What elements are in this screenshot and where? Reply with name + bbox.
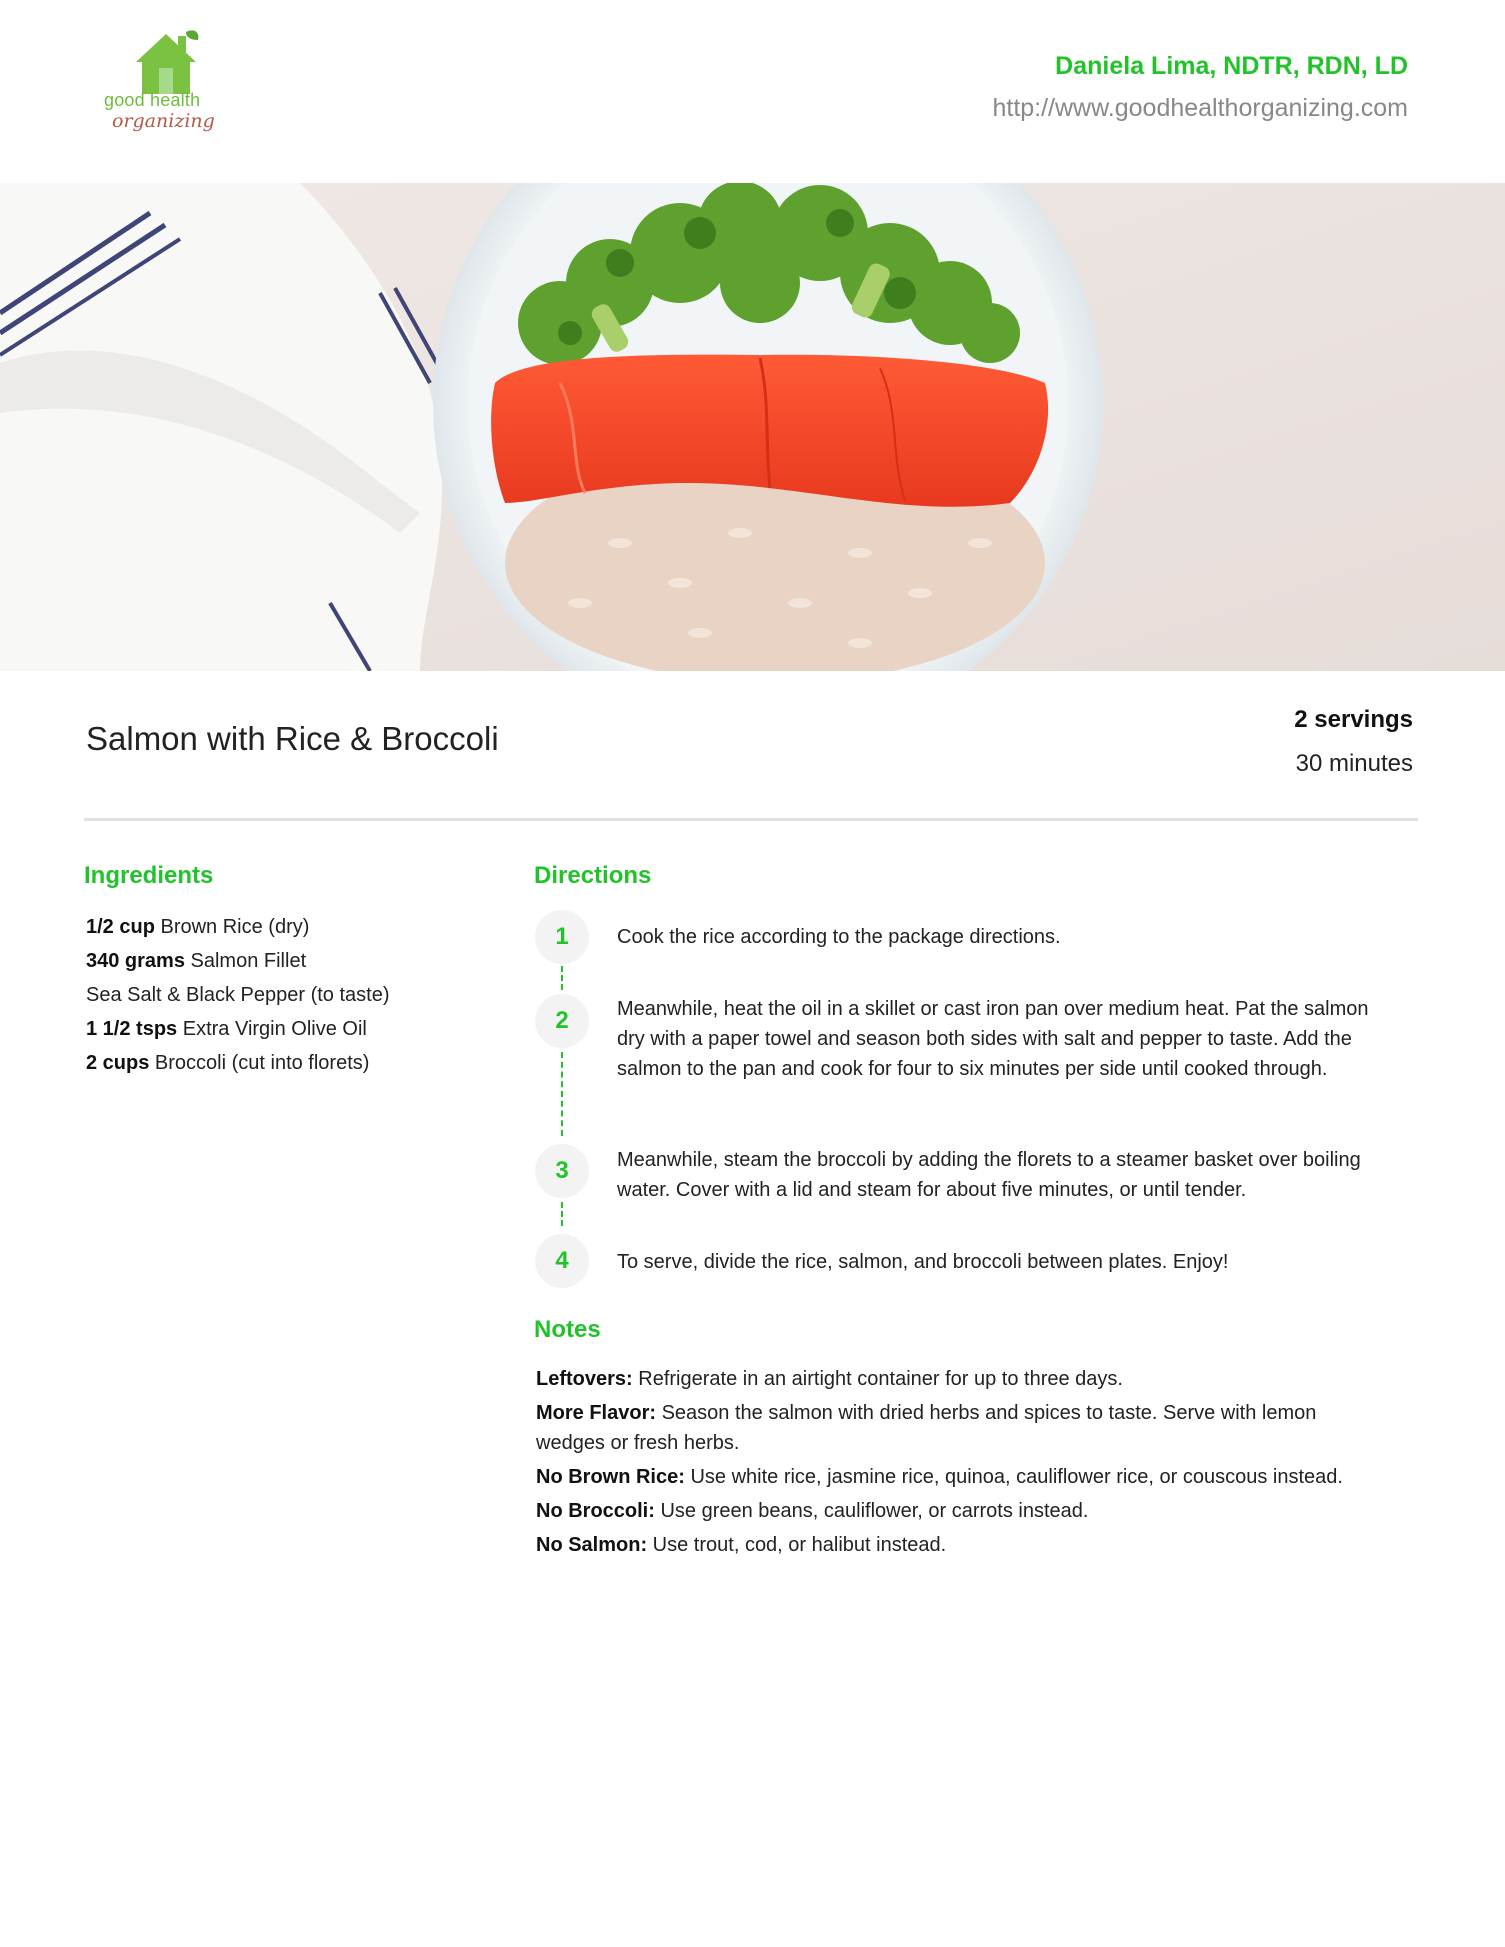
step-number: 1	[535, 910, 589, 964]
step-text: To serve, divide the rice, salmon, and broccoli between plates. Enjoy!	[617, 1251, 1229, 1273]
note-item	[536, 1398, 1386, 1458]
note-text: Use green beans, cauliflower, or carrots instead.	[654, 1500, 1089, 1522]
ingredient-name: Broccoli (cut into florets)	[149, 1052, 370, 1074]
ingredient-qty: 340 grams	[86, 950, 185, 972]
step-number: 2	[535, 994, 589, 1048]
note-item	[536, 1462, 1386, 1492]
step-text: Meanwhile, steam the broccoli by adding the florets to a steamer basket over boiling water. Cover with a lid and steam for about five minutes, or until tender.	[617, 1149, 1361, 1201]
ingredient-name: Brown Rice (dry)	[154, 916, 310, 938]
recipe-time: 30 minutes	[1295, 750, 1413, 777]
ingredient-name: Salmon Fillet	[184, 950, 307, 972]
ingredient-name: Extra Virgin Olive Oil	[177, 1018, 367, 1040]
note-item	[536, 1496, 1386, 1526]
recipe-servings: 2 servings	[1294, 706, 1413, 733]
logo-text-organizing: organizing	[112, 110, 215, 132]
note-item	[536, 1530, 1386, 1560]
divider	[84, 818, 1418, 821]
ingredient-item	[86, 1012, 506, 1046]
note-text: Season the salmon with dried herbs and spices to taste. Serve with lemon wedges or fresh herbs.	[536, 1402, 1317, 1454]
ingredient-qty: 1/2 cup	[86, 916, 155, 938]
logo-text-good-health: good health	[104, 90, 201, 110]
hero-photo	[0, 183, 1505, 671]
ingredient-item	[86, 1046, 506, 1080]
note-label: Leftovers:	[536, 1368, 633, 1390]
step-text: Meanwhile, heat the oil in a skillet or cast iron pan over medium heat. Pat the salmon dry with a paper towel and season both sides with salt and pepper to taste. Add the salmon to the pan and cook for four to six minutes per side until cooked through.	[617, 998, 1369, 1080]
step-connector	[561, 1052, 563, 1136]
step-number: 4	[535, 1234, 589, 1288]
step-text: Cook the rice according to the package directions.	[617, 926, 1061, 948]
ingredient-qty: 2 cups	[86, 1052, 150, 1074]
note-text: Refrigerate in an airtight container for up to three days.	[632, 1368, 1123, 1390]
notes-list	[536, 1364, 1386, 1564]
note-text: Use white rice, jasmine rice, quinoa, cauliflower rice, or couscous instead.	[684, 1466, 1343, 1488]
brand-logo	[90, 28, 230, 148]
note-label: No Broccoli:	[536, 1500, 655, 1522]
step-connector	[561, 966, 563, 990]
note-label: No Salmon:	[536, 1534, 648, 1556]
note-label: More Flavor:	[536, 1402, 657, 1424]
ingredient-item	[86, 944, 506, 978]
house-leaf-icon	[126, 28, 206, 98]
ingredient-name: Sea Salt & Black Pepper (to taste)	[86, 984, 390, 1006]
ingredient-item	[86, 910, 506, 944]
step-connector	[561, 1202, 563, 1226]
note-label: No Brown Rice:	[536, 1466, 685, 1488]
step-number: 3	[535, 1144, 589, 1198]
ingredients-heading: Ingredients	[84, 862, 214, 889]
website-link[interactable]: http://www.goodhealthorganizing.com	[992, 94, 1408, 122]
note-item	[536, 1364, 1386, 1394]
note-text: Use trout, cod, or halibut instead.	[647, 1534, 947, 1556]
directions-heading: Directions	[534, 862, 652, 889]
ingredient-item	[86, 978, 506, 1012]
ingredient-qty: 1 1/2 tsps	[86, 1018, 178, 1040]
recipe-title: Salmon with Rice & Broccoli	[86, 720, 499, 757]
salmon-plate-illustration	[0, 183, 1505, 671]
ingredients-list	[86, 910, 506, 1080]
author-name: Daniela Lima, NDTR, RDN, LD	[1055, 52, 1408, 80]
notes-heading: Notes	[534, 1316, 601, 1343]
